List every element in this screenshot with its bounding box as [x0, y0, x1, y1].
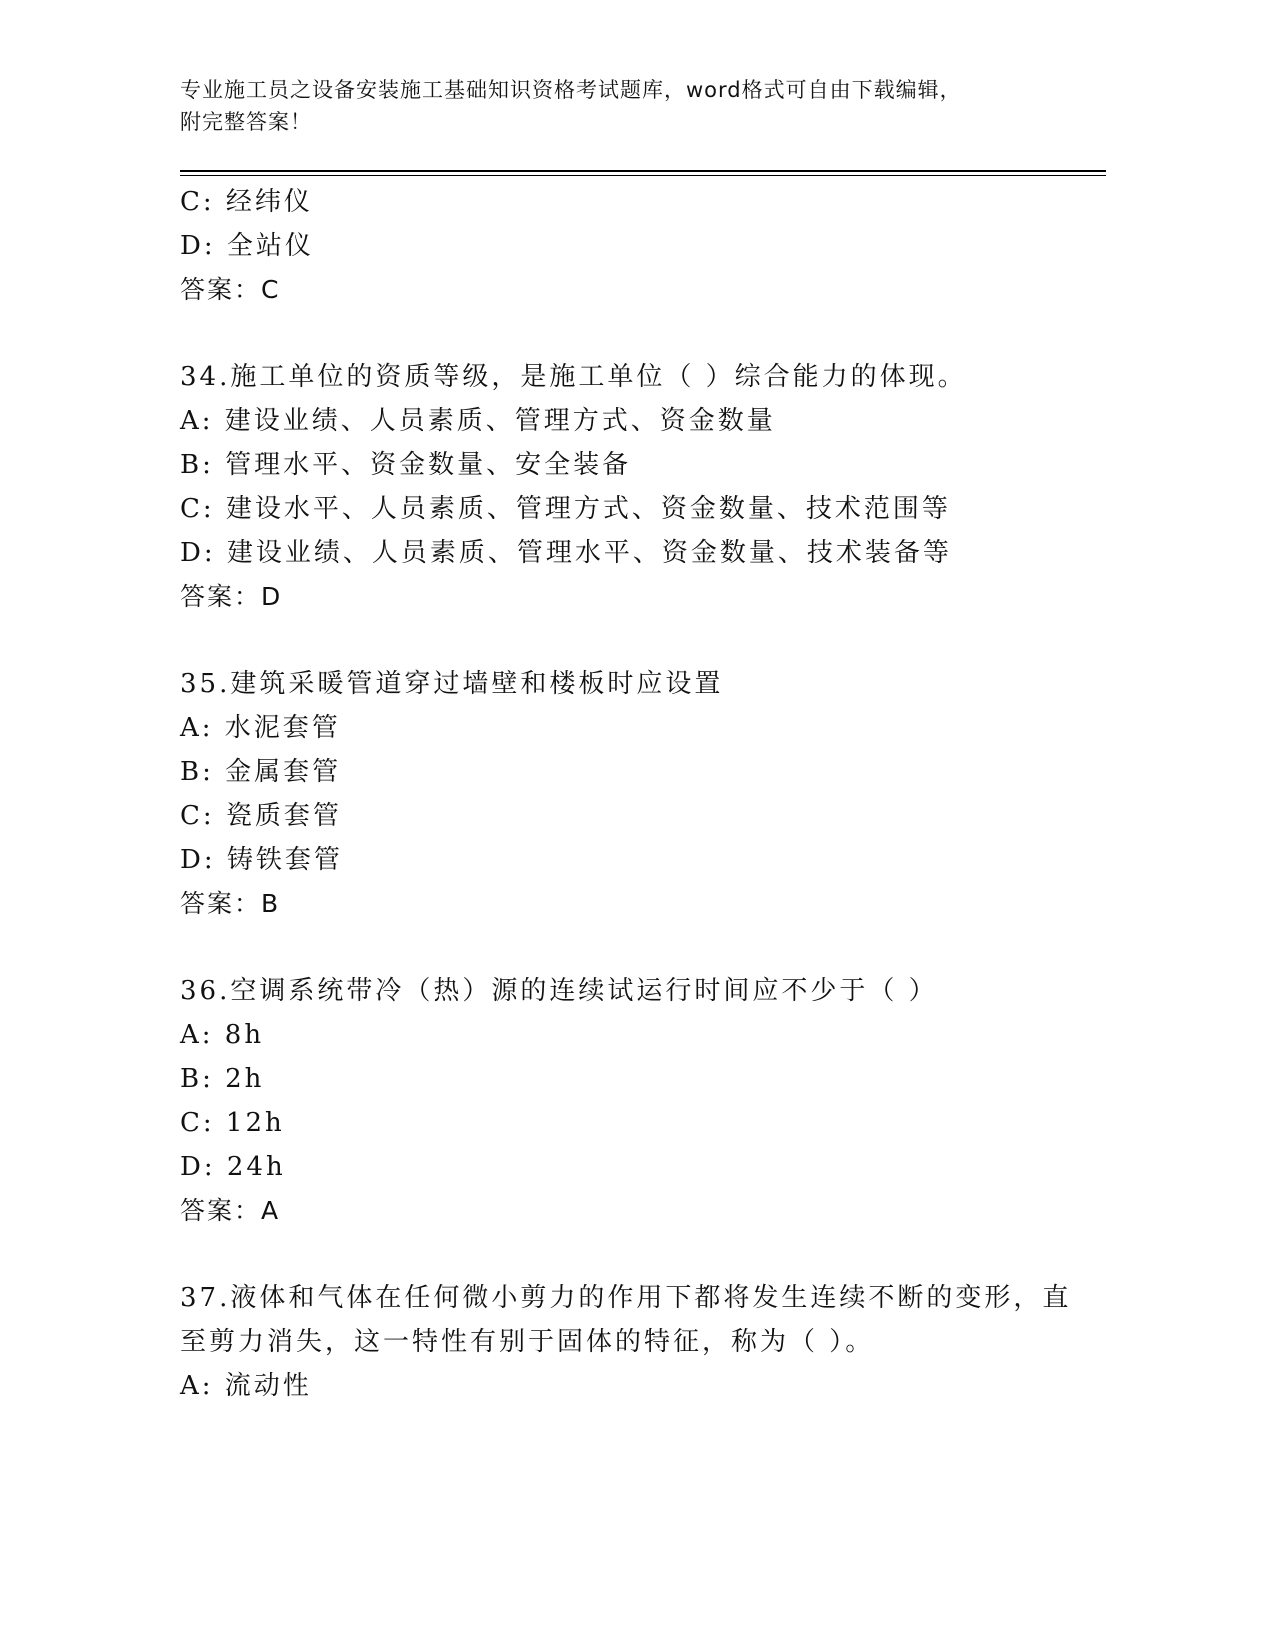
question-stem: 34.施工单位的资质等级，是施工单位（ ）综合能力的体现。	[180, 362, 967, 392]
question-35	[180, 662, 1106, 926]
option-a: A: 建设业绩、人员素质、管理方式、资金数量	[180, 406, 776, 436]
option-d: D: 铸铁套管	[180, 845, 343, 875]
option-c: C: 瓷质套管	[180, 801, 342, 831]
header-line-2: 附完整答案！	[180, 110, 312, 134]
question-list	[180, 180, 1106, 1408]
option-d: D: 24h	[180, 1152, 286, 1182]
answer-line: 答案：D	[180, 582, 283, 611]
option-a: A: 8h	[180, 1020, 265, 1050]
question-stem-line-2: 至剪力消失，这一特性有别于固体的特征，称为（ ）。	[180, 1327, 875, 1357]
header-line-1: 专业施工员之设备安装施工基础知识资格考试题库，word格式可自由下载编辑，	[180, 78, 962, 102]
option-a: A: 水泥套管	[180, 713, 341, 743]
question-34	[180, 355, 1106, 619]
spacer	[180, 619, 1106, 662]
option-a: A: 流动性	[180, 1371, 312, 1401]
option-b: B: 金属套管	[180, 757, 342, 787]
answer-line: 答案：C	[180, 275, 281, 304]
header-divider	[180, 170, 1106, 176]
option-c: C: 12h	[180, 1108, 285, 1138]
answer-line: 答案：A	[180, 1196, 281, 1225]
question-stem-line-1: 37.液体和气体在任何微小剪力的作用下都将发生连续不断的变形，直	[180, 1283, 1072, 1313]
option-d: D: 建设业绩、人员素质、管理水平、资金数量、技术装备等	[180, 538, 952, 568]
spacer	[180, 312, 1106, 355]
option-c: C: 建设水平、人员素质、管理方式、资金数量、技术范围等	[180, 494, 951, 524]
spacer	[180, 926, 1106, 969]
question-33	[180, 180, 1106, 312]
option-d: D: 全站仪	[180, 231, 314, 261]
question-36	[180, 969, 1106, 1233]
option-c: C: 经纬仪	[180, 187, 313, 217]
option-b: B: 2h	[180, 1064, 265, 1094]
question-stem: 35.建筑采暖管道穿过墙壁和楼板时应设置	[180, 669, 724, 699]
option-b: B: 管理水平、资金数量、安全装备	[180, 450, 632, 480]
answer-line: 答案：B	[180, 889, 281, 918]
question-stem: 36.空调系统带冷（热）源的连续试运行时间应不少于（ ）	[180, 976, 938, 1006]
document-header	[180, 74, 1060, 138]
question-37	[180, 1276, 1106, 1408]
spacer	[180, 1233, 1106, 1276]
